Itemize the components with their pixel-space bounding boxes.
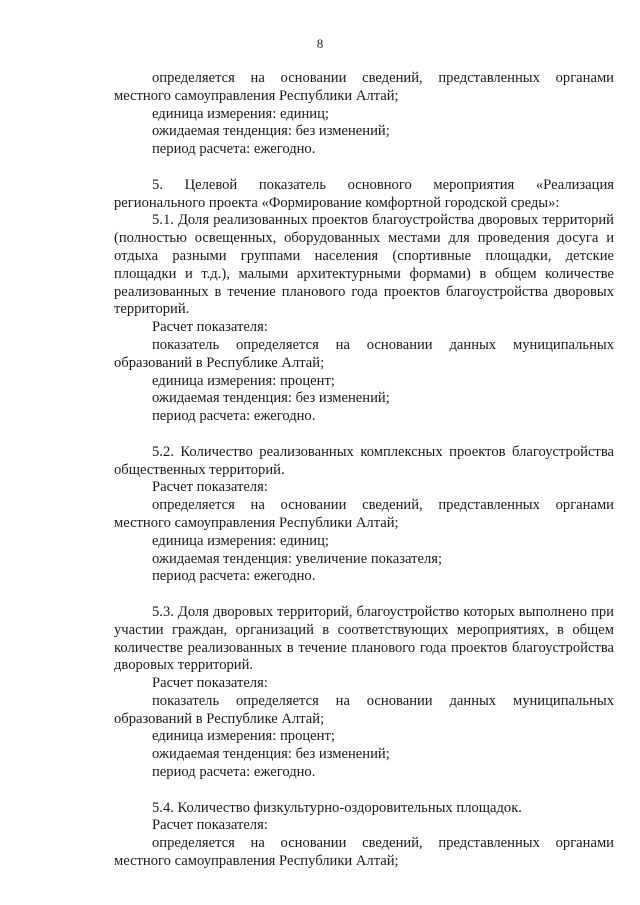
paragraph: 5.3. Доля дворовых территорий, благоустройство которых выполнено при участии граждан, организаций в соответствующих мероприятиях, в общем количестве реализованных в течение планового года проектов благоустройства дворовых территорий. bbox=[114, 603, 614, 674]
paragraph: период расчета: ежегодно. bbox=[152, 764, 316, 781]
paragraph: 5. Целевой показатель основного мероприятия «Реализация регионального проекта «Формирование комфортной городской среды»: bbox=[114, 176, 614, 211]
paragraph-gap bbox=[114, 782, 614, 800]
paragraph: ожидаемая тенденция: без изменений; bbox=[152, 390, 390, 407]
paragraph: единица измерения: единиц; bbox=[152, 105, 329, 122]
paragraph: определяется на основании сведений, представленных органами местного самоуправления Республики Алтай; bbox=[114, 835, 614, 870]
paragraph-gap bbox=[114, 159, 614, 177]
document-body bbox=[114, 70, 614, 871]
paragraph: ожидаемая тенденция: без изменений; bbox=[152, 746, 390, 763]
paragraph: единица измерения: процент; bbox=[152, 728, 335, 745]
paragraph: показатель определяется на основании данных муниципальных образований в Республике Алтай; bbox=[114, 336, 614, 371]
paragraph: 5.2. Количество реализованных комплексных проектов благоустройства общественных территорий. bbox=[114, 443, 614, 478]
paragraph: Расчет показателя: bbox=[152, 479, 268, 496]
paragraph: Расчет показателя: bbox=[152, 319, 268, 336]
paragraph: 5.1. Доля реализованных проектов благоустройства дворовых территорий (полностью освещенных, оборудованных местами для проведения досуга и отдыха разными группами населения (спортивные площадки, детские площадки и т.д.), малыми архитектурными формами) в общем количестве реализованных в течение планового года проектов благоустройства дворовых территорий. bbox=[114, 212, 614, 318]
paragraph: период расчета: ежегодно. bbox=[152, 408, 316, 425]
paragraph: единица измерения: процент; bbox=[152, 372, 335, 389]
paragraph: ожидаемая тенденция: увеличение показателя; bbox=[152, 550, 443, 567]
paragraph-gap bbox=[114, 426, 614, 444]
paragraph: определяется на основании сведений, представленных органами местного самоуправления Республики Алтай; bbox=[114, 70, 614, 104]
page-number: 8 bbox=[316, 36, 324, 51]
paragraph: период расчета: ежегодно. bbox=[152, 141, 316, 158]
paragraph: единица измерения: единиц; bbox=[152, 532, 329, 549]
paragraph: показатель определяется на основании данных муниципальных образований в Республике Алтай; bbox=[114, 692, 614, 727]
paragraph: ожидаемая тенденция: без изменений; bbox=[152, 123, 390, 140]
paragraph: период расчета: ежегодно. bbox=[152, 568, 316, 585]
paragraph: Расчет показателя: bbox=[152, 817, 268, 834]
paragraph: Расчет показателя: bbox=[152, 675, 268, 692]
paragraph: определяется на основании сведений, представленных органами местного самоуправления Республики Алтай; bbox=[114, 497, 614, 531]
paragraph-gap bbox=[114, 586, 614, 604]
paragraph: 5.4. Количество физкультурно-оздоровительных площадок. bbox=[152, 799, 522, 816]
